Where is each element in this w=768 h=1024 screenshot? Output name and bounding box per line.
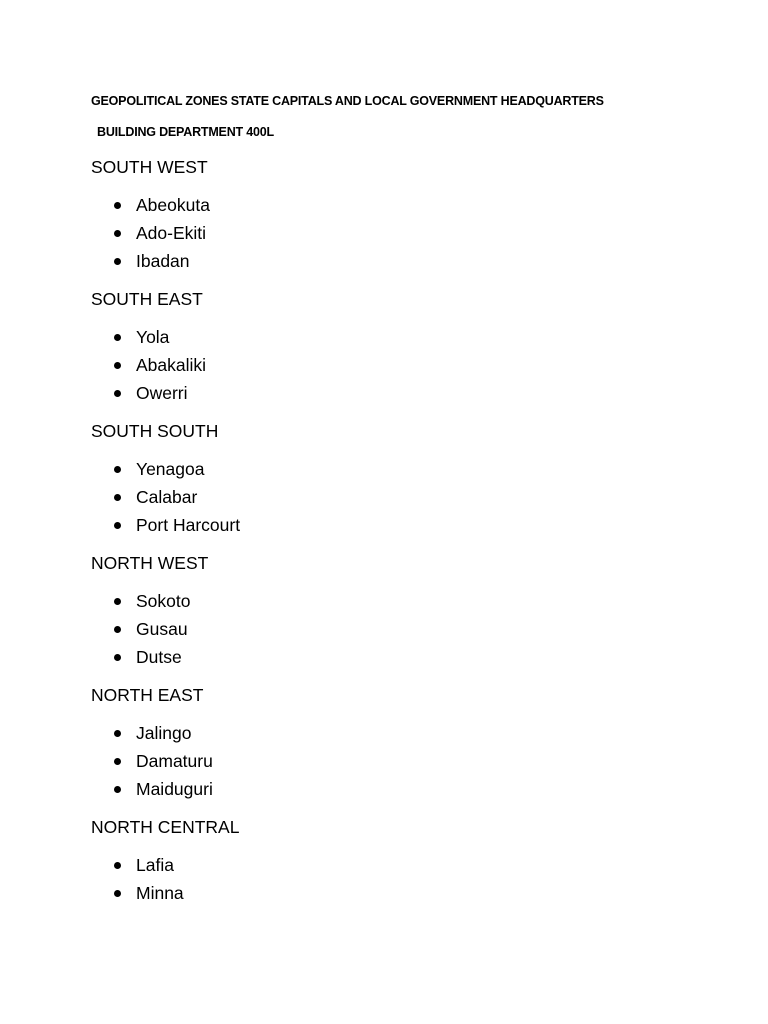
list-item-label: Ibadan xyxy=(136,251,190,271)
bullet-icon xyxy=(114,202,121,209)
document-subtitle: BUILDING DEPARTMENT 400L xyxy=(97,125,274,139)
list-item xyxy=(91,486,691,514)
list-item xyxy=(91,778,691,806)
bullet-icon xyxy=(114,654,121,661)
zone-section xyxy=(91,156,691,278)
list-item-label: Jalingo xyxy=(136,723,192,743)
bullet-icon xyxy=(114,390,121,397)
zone-heading: NORTH CENTRAL xyxy=(91,817,240,837)
bullet-icon xyxy=(114,334,121,341)
list-item-label: Maiduguri xyxy=(136,779,213,799)
list-item xyxy=(91,590,691,618)
zone-heading: SOUTH EAST xyxy=(91,289,203,309)
list-item xyxy=(91,618,691,646)
zone-heading: NORTH WEST xyxy=(91,553,209,573)
list-item-label: Port Harcourt xyxy=(136,515,241,535)
bullet-icon xyxy=(114,494,121,501)
bullet-icon xyxy=(114,758,121,765)
zone-section xyxy=(91,552,691,674)
bullet-icon xyxy=(114,862,121,869)
list-item-label: Gusau xyxy=(136,619,188,639)
bullet-icon xyxy=(114,890,121,897)
list-item-label: Yenagoa xyxy=(136,459,205,479)
list-item xyxy=(91,514,691,542)
bullet-icon xyxy=(114,626,121,633)
zone-heading: SOUTH WEST xyxy=(91,157,208,177)
list-item-label: Abakaliki xyxy=(136,355,207,375)
bullet-icon xyxy=(114,730,121,737)
list-item xyxy=(91,326,691,354)
list-item-label: Calabar xyxy=(136,487,198,507)
bullet-icon xyxy=(114,258,121,265)
zone-heading: SOUTH SOUTH xyxy=(91,421,219,441)
list-item-label: Sokoto xyxy=(136,591,191,611)
list-item xyxy=(91,250,691,278)
list-item xyxy=(91,750,691,778)
capital-list xyxy=(91,194,691,278)
capital-list xyxy=(91,590,691,674)
list-item xyxy=(91,882,691,910)
list-item-label: Lafia xyxy=(136,855,174,875)
list-item-label: Abeokuta xyxy=(136,195,210,215)
capital-list xyxy=(91,458,691,542)
list-item xyxy=(91,354,691,382)
list-item xyxy=(91,382,691,410)
list-item xyxy=(91,458,691,486)
bullet-icon xyxy=(114,598,121,605)
document-title: GEOPOLITICAL ZONES STATE CAPITALS AND LOCAL GOVERNMENT HEADQUARTERS xyxy=(91,94,604,108)
capital-list xyxy=(91,854,691,910)
bullet-icon xyxy=(114,466,121,473)
bullet-icon xyxy=(114,362,121,369)
list-item-label: Dutse xyxy=(136,647,182,667)
list-item xyxy=(91,854,691,882)
bullet-icon xyxy=(114,230,121,237)
bullet-icon xyxy=(114,522,121,529)
zone-heading: NORTH EAST xyxy=(91,685,204,705)
list-item-label: Owerri xyxy=(136,383,188,403)
list-item-label: Yola xyxy=(136,327,170,347)
list-item xyxy=(91,646,691,674)
zones-container xyxy=(91,156,691,920)
capital-list xyxy=(91,722,691,806)
list-item xyxy=(91,222,691,250)
list-item-label: Damaturu xyxy=(136,751,213,771)
zone-section xyxy=(91,288,691,410)
list-item xyxy=(91,194,691,222)
zone-section xyxy=(91,420,691,542)
list-item xyxy=(91,722,691,750)
zone-section xyxy=(91,816,691,910)
bullet-icon xyxy=(114,786,121,793)
list-item-label: Minna xyxy=(136,883,184,903)
capital-list xyxy=(91,326,691,410)
list-item-label: Ado-Ekiti xyxy=(136,223,207,243)
zone-section xyxy=(91,684,691,806)
